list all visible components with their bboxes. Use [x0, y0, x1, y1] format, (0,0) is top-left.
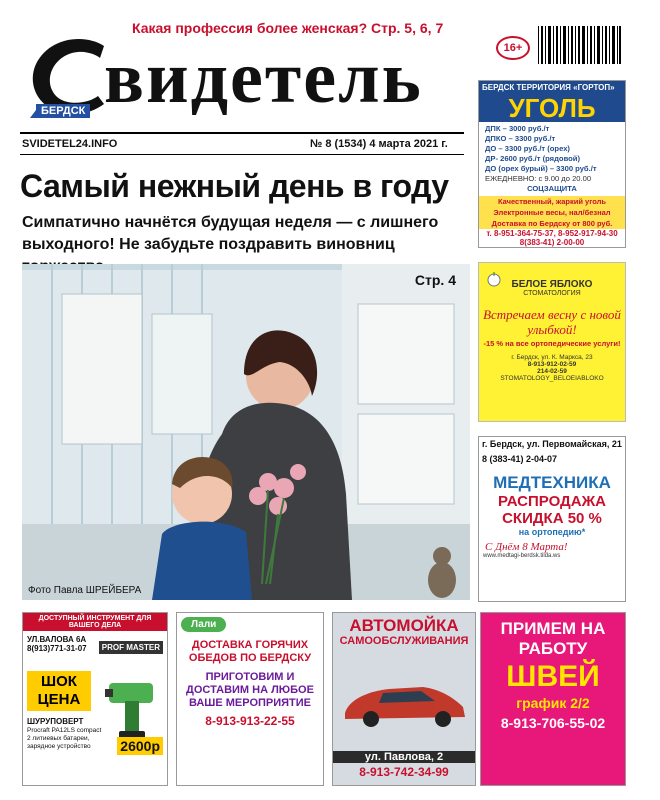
lunch-line2: ПРИГОТОВИМ И ДОСТАВИМ НА ЛЮБОЕ ВАШЕ МЕРОПРИЯТИЕ	[186, 671, 314, 709]
tools-shock-price: ШОК ЦЕНА	[27, 671, 91, 711]
apple-icon	[487, 271, 501, 287]
medtech-ad[interactable]	[478, 436, 626, 602]
cover-teaser[interactable]: Какая профессия более женская? Стр. 5, 6, 7	[132, 20, 444, 36]
dental-ad[interactable]	[478, 262, 626, 422]
tools-ad[interactable]	[22, 612, 168, 786]
sew-phone: 8-913-706-55-02	[500, 715, 606, 731]
dental-address: г. Бердск, ул. К. Маркса, 23	[511, 354, 593, 361]
sew-line1: ПРИМЕМ НА РАБОТУ	[500, 619, 606, 658]
city-label: БЕРДСК	[36, 104, 90, 118]
coal-hours: ЕЖЕДНЕВНО: с 9.00 до 20.00	[485, 174, 592, 183]
dental-sub: СТОМАТОЛОГИЯ	[523, 290, 581, 297]
dental-phone2: 214-02-59	[537, 368, 567, 375]
lunch-phone: 8-913-913-22-55	[205, 714, 295, 728]
coal-price-item: ДР- 2600 руб./т (рядовой)	[485, 154, 580, 163]
sew-line3: график 2/2	[516, 695, 590, 711]
coal-address: СОЦЗАЩИТА	[527, 184, 577, 193]
coal-price-item: ДПКО – 3300 руб./т	[485, 134, 556, 143]
wash-address: ул. Павлова, 2	[333, 751, 475, 763]
coal-ad[interactable]	[478, 80, 626, 248]
wash-phone: 8-913-742-34-99	[359, 765, 449, 779]
coal-price-item: ДПК – 3000 руб./т	[485, 124, 550, 133]
dental-discount: -15 % на все ортопедические услуги!	[483, 339, 621, 348]
lunch-brand: Лали	[181, 617, 226, 632]
coal-ad-top: БЕРДСК ТЕРРИТОРИЯ «ГОРТОП»	[479, 81, 625, 94]
divider	[20, 154, 464, 155]
newspaper-title: видетель	[104, 37, 423, 119]
divider	[20, 132, 464, 134]
tools-price: 2600р	[117, 737, 163, 755]
wash-subtitle: САМООБСЛУЖИВАНИЯ	[339, 635, 469, 647]
page-reference[interactable]: Стр. 4	[414, 272, 456, 288]
tools-header: ДОСТУПНЫЙ ИНСТРУМЕНТ ДЛЯ ВАШЕГО ДЕЛА	[23, 613, 167, 631]
medtech-brand: МЕДТЕХНИКА	[493, 473, 611, 492]
medtech-site[interactable]: www.medtagi-berdsk.tilda.ws	[483, 553, 561, 559]
tools-phone: 8(913)771-31-07	[27, 644, 87, 653]
coal-price-item: ДО – 3300 руб./т (орех)	[485, 144, 570, 153]
dental-insta: STOMATOLOGY_BELOEIABLOKO	[500, 375, 604, 382]
tools-address: УЛ.ВАЛОВА 6А	[27, 635, 87, 644]
medtech-discount: СКИДКА 50 %	[502, 510, 602, 527]
coal-phones: т. 8-951-364-75-37, 8-952-917-94-30	[486, 229, 618, 238]
coal-delivery: Доставка по Бердску от 800 руб.	[479, 218, 625, 229]
main-headline[interactable]: Самый нежный день в году	[20, 168, 449, 204]
dental-brand: БЕЛОЕ ЯБЛОКО	[511, 279, 593, 290]
photo-illustration	[22, 264, 470, 600]
photo-credit: Фото Павла ШРЕЙБЕРА	[28, 585, 142, 596]
tools-model: Procraft PA12LS compact 2 литиевых батареи, зарядное устройство	[27, 727, 102, 750]
car-wash-ad[interactable]	[332, 612, 476, 786]
cover-photo[interactable]	[22, 264, 470, 600]
coal-price-item: ДО (орех бурый) – 3300 руб./т	[485, 164, 597, 173]
medtech-phone: 8 (383-41) 2-04-07	[482, 454, 558, 464]
tools-brand: PROF MASTER	[99, 641, 163, 654]
dental-phone1: 8-913-912-02-59	[527, 361, 577, 368]
age-rating-badge: 16+	[496, 36, 530, 60]
issue-info: № 8 (1534) 4 марта 2021 г.	[310, 138, 448, 150]
coal-quality: Качественный, жаркий уголь	[479, 196, 625, 207]
sewing-jobs-ad[interactable]	[480, 612, 626, 786]
medtech-sale: РАСПРОДАЖА	[498, 493, 606, 510]
sew-line2: ШВЕЙ	[506, 660, 600, 693]
car-icon	[339, 673, 471, 729]
medtech-ortho: на ортопедию*	[518, 527, 586, 537]
lunch-line1: ДОСТАВКА ГОРЯЧИХ ОБЕДОВ ПО БЕРДСКУ	[188, 639, 312, 664]
barcode-icon	[536, 20, 622, 72]
coal-scales: Электронные весы, нал/безнал	[479, 207, 625, 218]
dental-slogan: Встречаем весну с новой улыбкой!	[483, 307, 621, 337]
lunch-delivery-ad[interactable]	[176, 612, 324, 786]
tools-product: ШУРУПОВЕРТ	[27, 717, 84, 726]
medtech-address: г. Бердск, ул. Первомайская, 21	[482, 439, 622, 449]
coal-price-list	[479, 122, 625, 196]
coal-phone2: 8(383-41) 2-00-00	[519, 238, 585, 247]
coal-ad-title: УГОЛЬ	[479, 94, 625, 122]
lead-text: Симпатично начнётся будущая неделя — с лишнего выходного! Не забудьте поздравить виновниц	[22, 214, 439, 253]
website-link[interactable]: SVIDETEL24.INFO	[22, 138, 118, 150]
wash-title: АВТОМОЙКА	[349, 616, 459, 635]
medtech-greeting: С Днём 8 Марта!	[485, 541, 568, 553]
